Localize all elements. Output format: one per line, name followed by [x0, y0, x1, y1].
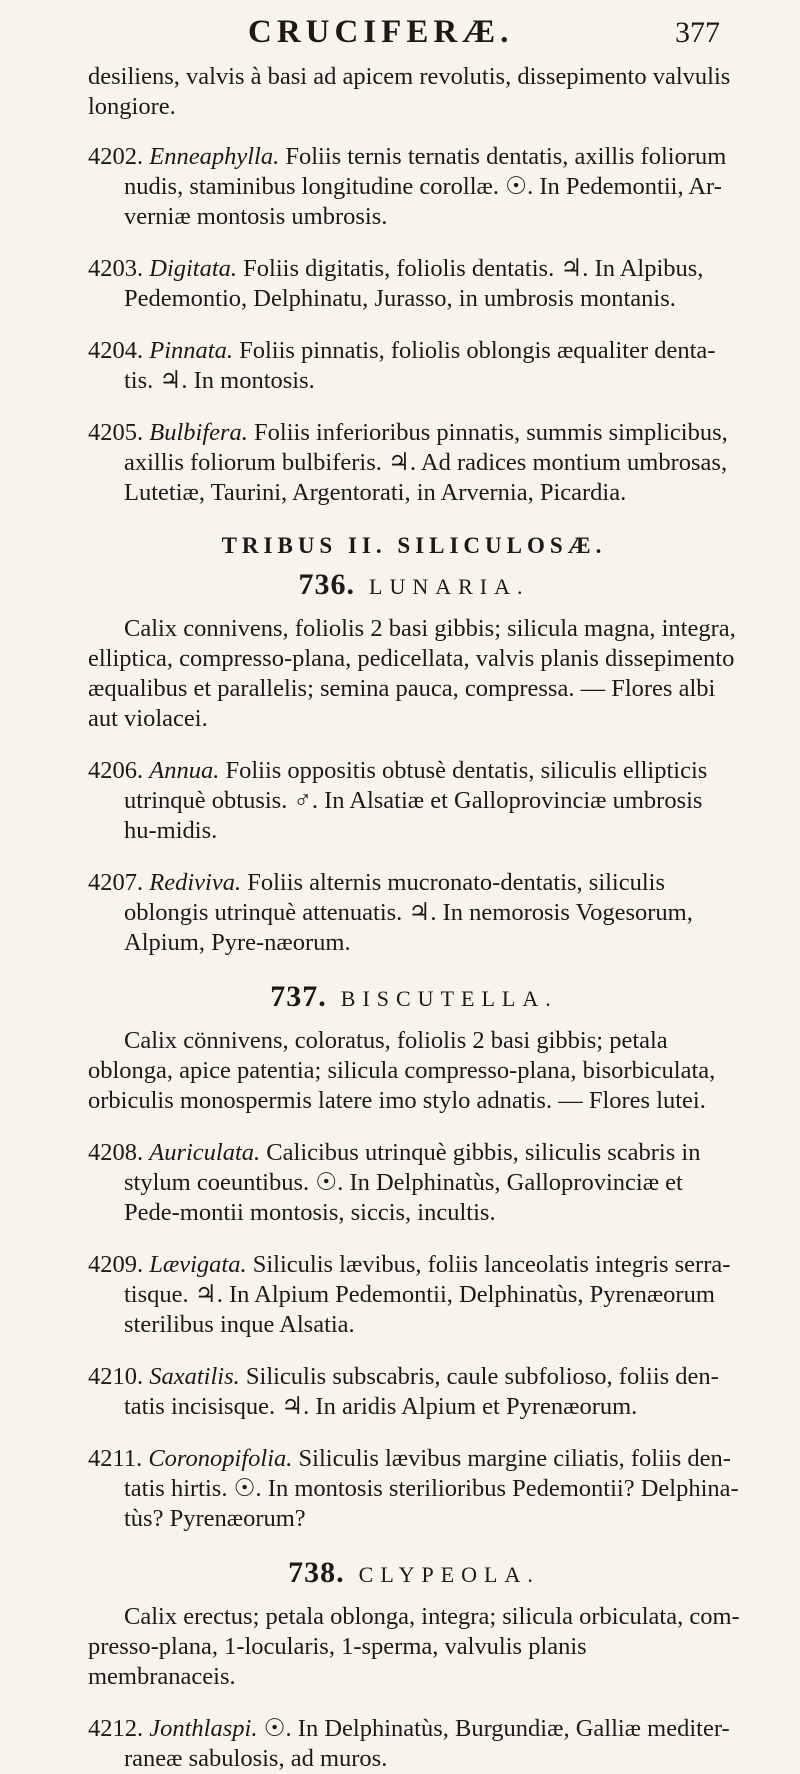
species-name: Pinnata. [149, 337, 233, 364]
entries-list [88, 142, 740, 508]
genus-heading [88, 568, 740, 604]
species-name: Digitata. [149, 255, 238, 282]
species-description: Foliis pinnatis, foliolis oblongis æqualiter denta-tis. ♃. In montosis. [124, 337, 716, 394]
species-description: Foliis inferioribus pinnatis, summis simplicibus, axillis foliorum bulbiferis. ♃. Ad radices montium umbrosas, Lutetiæ, Taurini, Argentorati, in Arvernia, Picardia. [124, 419, 728, 506]
species-number: 4205. [88, 419, 144, 446]
species-name: Annua. [149, 757, 220, 784]
tribe-heading: TRIBUS II. SILICULOSÆ. [221, 533, 607, 558]
species-number: 4211. [88, 1445, 143, 1472]
species-name: Auriculata. [149, 1139, 261, 1166]
species-entry [88, 1714, 740, 1774]
entries-list [88, 756, 740, 958]
species-entry [88, 868, 740, 958]
species-entry [88, 142, 740, 232]
entries-list [88, 1138, 740, 1534]
species-name: Jonthlaspi. [149, 1715, 258, 1742]
species-description: Foliis ternis ternatis dentatis, axillis foliorum nudis, staminibus longitudine corollæ. ☉. In Pedemontii, Ar-verniæ montosis umbrosis. [124, 143, 727, 230]
species-description: Calicibus utrinquè gibbis, siliculis scabris in stylum coeuntibus. ☉. In Delphinatùs, Galloprovinciæ et Pede-montii montosis, siccis, incultis. [124, 1139, 701, 1226]
genus-name: BISCUTELLA. [340, 986, 558, 1011]
species-description: Foliis digitatis, foliolis dentatis. ♃. In Alpibus, Pedemontio, Delphinatu, Jurasso, in umbrosis montanis. [124, 255, 704, 312]
species-entry [88, 336, 740, 396]
species-description: Siliculis lævibus, foliis lanceolatis integris serra-tisque. ♃. In Alpium Pedemontii, Delphinatùs, Pyrenæorum sterilibus inque Alsatia. [124, 1251, 731, 1338]
genus-name: LUNARIA. [369, 574, 530, 599]
species-number: 4206. [88, 757, 144, 784]
species-number: 4204. [88, 337, 144, 364]
species-name: Enneaphylla. [149, 143, 280, 170]
species-entry [88, 254, 740, 314]
species-description: Siliculis lævibus margine ciliatis, foliis den-tatis hirtis. ☉. In montosis sterilioribus Pedemontii? Delphina-tùs? Pyrenæorum? [124, 1445, 739, 1532]
intro-text: desiliens, valvis à basi ad apicem revolutis, dissepimento valvulis longiore. [88, 63, 731, 120]
species-entry [88, 418, 740, 508]
species-entry [88, 1138, 740, 1228]
genus-heading [88, 1556, 740, 1592]
species-number: 4212. [88, 1715, 144, 1742]
species-number: 4207. [88, 869, 144, 896]
genus-description: Calix erectus; petala oblonga, integra; silicula orbiculata, com-presso-plana, 1-locularis, 1-sperma, valvulis planis membranaceis. [88, 1603, 740, 1690]
species-name: Lævigata. [149, 1251, 247, 1278]
species-number: 4202. [88, 143, 144, 170]
species-number: 4210. [88, 1363, 144, 1390]
species-number: 4209. [88, 1251, 144, 1278]
species-name: Saxatilis. [149, 1363, 240, 1390]
species-description: ☉. In Delphinatùs, Burgundiæ, Galliæ mediter-raneæ sabulosis, ad muros. [124, 1715, 730, 1772]
species-description: Foliis alternis mucronato-dentatis, siliculis oblongis utrinquè attenuatis. ♃. In nemorosis Vogesorum, Alpium, Pyre-næorum. [124, 869, 693, 956]
species-entry [88, 1250, 740, 1340]
species-entry [88, 1444, 740, 1534]
species-name: Rediviva. [149, 869, 242, 896]
genus-heading [88, 980, 740, 1016]
species-name: Bulbifera. [149, 419, 248, 446]
species-entry [88, 1362, 740, 1422]
running-head [88, 0, 740, 62]
entries-list [88, 1714, 740, 1774]
species-name: Coronopifolia. [148, 1445, 293, 1472]
species-description: Foliis oppositis obtusè dentatis, siliculis ellipticis utrinquè obtusis. ♂. In Alsatiæ et Galloprovinciæ umbrosis hu-midis. [124, 757, 708, 844]
species-entry [88, 756, 740, 846]
species-description: Siliculis subscabris, caule subfolioso, foliis den-tatis incisisque. ♃. In aridis Alpium et Pyrenæorum. [124, 1363, 719, 1420]
species-number: 4208. [88, 1139, 144, 1166]
genus-description: Calix connivens, foliolis 2 basi gibbis; silicula magna, integra, elliptica, compresso-plana, pedicellata, valvis planis dissepimento æqualibus et parallelis; semina pauca, compressa. — Flores albi aut violacei. [88, 615, 736, 732]
genus-number: 736. [298, 568, 355, 601]
genus-number: 738. [288, 1556, 345, 1589]
species-number: 4203. [88, 255, 144, 282]
page-number: 377 [675, 16, 720, 49]
genus-description: Calix cönnivens, coloratus, foliolis 2 basi gibbis; petala oblonga, apice patentia; silicula compresso-plana, bisorbiculata, orbiculis monospermis latere imo stylo adnatis. — Flores lutei. [88, 1027, 716, 1114]
genus-name: CLYPEOLA. [358, 1562, 540, 1587]
page-title: CRUCIFERÆ. [248, 14, 514, 50]
genus-number: 737. [270, 980, 327, 1013]
